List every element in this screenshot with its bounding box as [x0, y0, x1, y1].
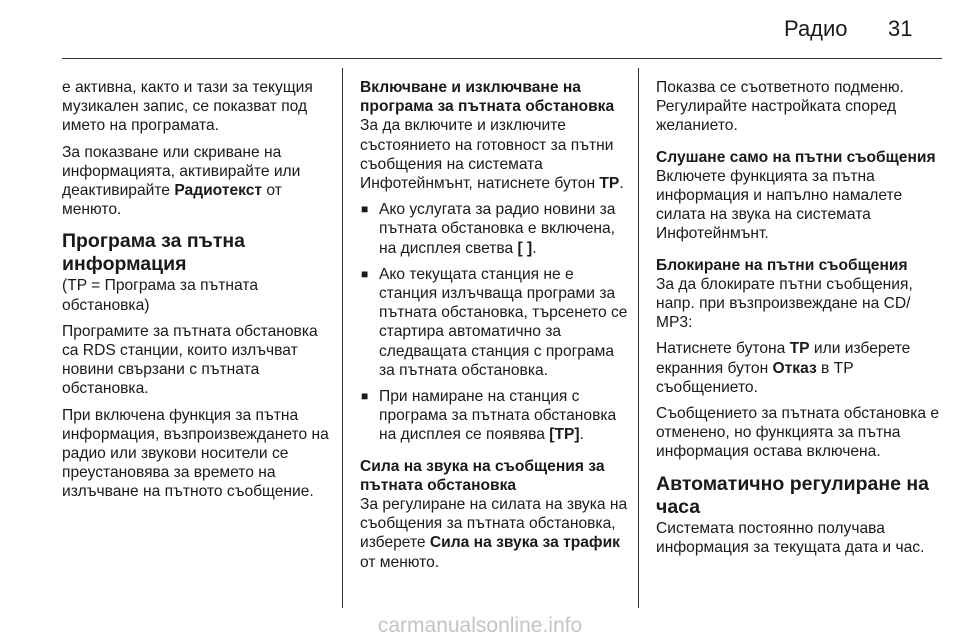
display-term: [TP] — [549, 426, 580, 444]
column-divider-1 — [342, 68, 343, 608]
text: За показване или скриване на информацията, активирайте или деактивирайте — [62, 143, 301, 200]
text: За регулиране на силата на звука на съобщения за пътната обстановка, изберете — [360, 496, 628, 552]
subheading-block-traffic: Блокиране на пътни съобщения — [656, 256, 908, 274]
paragraph — [62, 143, 334, 220]
column-2 — [360, 78, 628, 579]
header-rule — [62, 58, 942, 59]
list-item — [360, 387, 628, 445]
column-divider-2 — [638, 68, 639, 608]
text: в TP съобщението. — [656, 359, 854, 396]
menu-term: Сила на звука за трафик — [429, 534, 620, 552]
text: или изберете екранния бутон — [656, 340, 911, 377]
paragraph: Включете функцията за пътна информация и напълно намалете силата на звука на системата Инфотейнмънт. — [656, 167, 903, 243]
text: от менюто. — [360, 553, 440, 571]
button-term: Отказ — [772, 359, 817, 377]
text: . — [579, 426, 584, 444]
text: За да включите и изключите състоянието на готовност за пътни съобщения на системата Инфотейнмънт, натиснете бутон — [360, 117, 614, 193]
bullet-list — [360, 200, 628, 444]
paragraph: е активна, както и тази за текущия музикален запис, се показват под името на програмата. — [62, 79, 313, 135]
paragraph: Съобщението за пътната обстановка е отменено, но функцията за пътна информация остава включена. — [656, 405, 940, 461]
section-heading-traffic-program: Програма за пътна информация — [62, 230, 246, 276]
list-item — [360, 200, 628, 258]
text: Ако услугата за радио новини за пътната обстановка е включена, на дисплея светва — [379, 201, 616, 257]
section-heading-auto-clock: Автоматично регулиране на часа — [656, 472, 929, 518]
button-term: TP — [599, 175, 620, 193]
column-1 — [62, 78, 334, 509]
text: При намиране на станция с програма за пътната обстановка на дисплея се появява — [379, 388, 617, 444]
paragraph: За да блокирате пътни съобщения, напр. при възпроизвеждане на CD/ MP3: — [656, 275, 913, 332]
watermark: carmanualsonline.info — [377, 614, 583, 637]
text: от менюто. — [62, 182, 282, 219]
list-item: ■ Ако текущата станция не е станция излъчваща програми за пътната обстановка, търсенето се стартира автоматично за следващата станция с програма за пътната обстановка. — [360, 265, 628, 380]
paragraph: Показва се съответното подменю. Регулирайте настройката според желанието. — [656, 79, 904, 135]
page-number: 31 — [888, 16, 913, 41]
subheading-listen-traffic-only: Слушане само на пътни съобщения — [656, 148, 936, 166]
button-term: TP — [789, 340, 810, 358]
page-header-title: Радио — [784, 16, 848, 41]
subheading-traffic-volume: Сила на звука на съобщения за пътната обстановка — [360, 457, 605, 494]
text: Натиснете бутона — [656, 340, 790, 358]
text: . — [619, 175, 624, 193]
text: . — [532, 239, 537, 257]
paragraph: При включена функция за пътна информация, възпроизвеждането на радио или звукови носители се преустановява за времето на излъчване на пътното съобщение. — [62, 406, 329, 501]
display-term: [ ] — [517, 239, 533, 257]
menu-term: Радиотекст — [174, 182, 263, 200]
paragraph: Системата постоянно получава информация за текущата дата и час. — [656, 519, 925, 556]
paragraph: (TP = Програма за пътната обстановка) — [62, 277, 258, 314]
paragraph — [360, 116, 628, 193]
paragraph: Програмите за пътната обстановка са RDS станции, които излъчват новини свързани с пътната обстановка. — [62, 322, 318, 398]
paragraph — [360, 495, 628, 572]
paragraph — [656, 339, 946, 397]
column-3 — [656, 78, 946, 564]
subheading-traffic-on-off: Включване и изключване на програма за пътната обстановка — [360, 79, 615, 116]
